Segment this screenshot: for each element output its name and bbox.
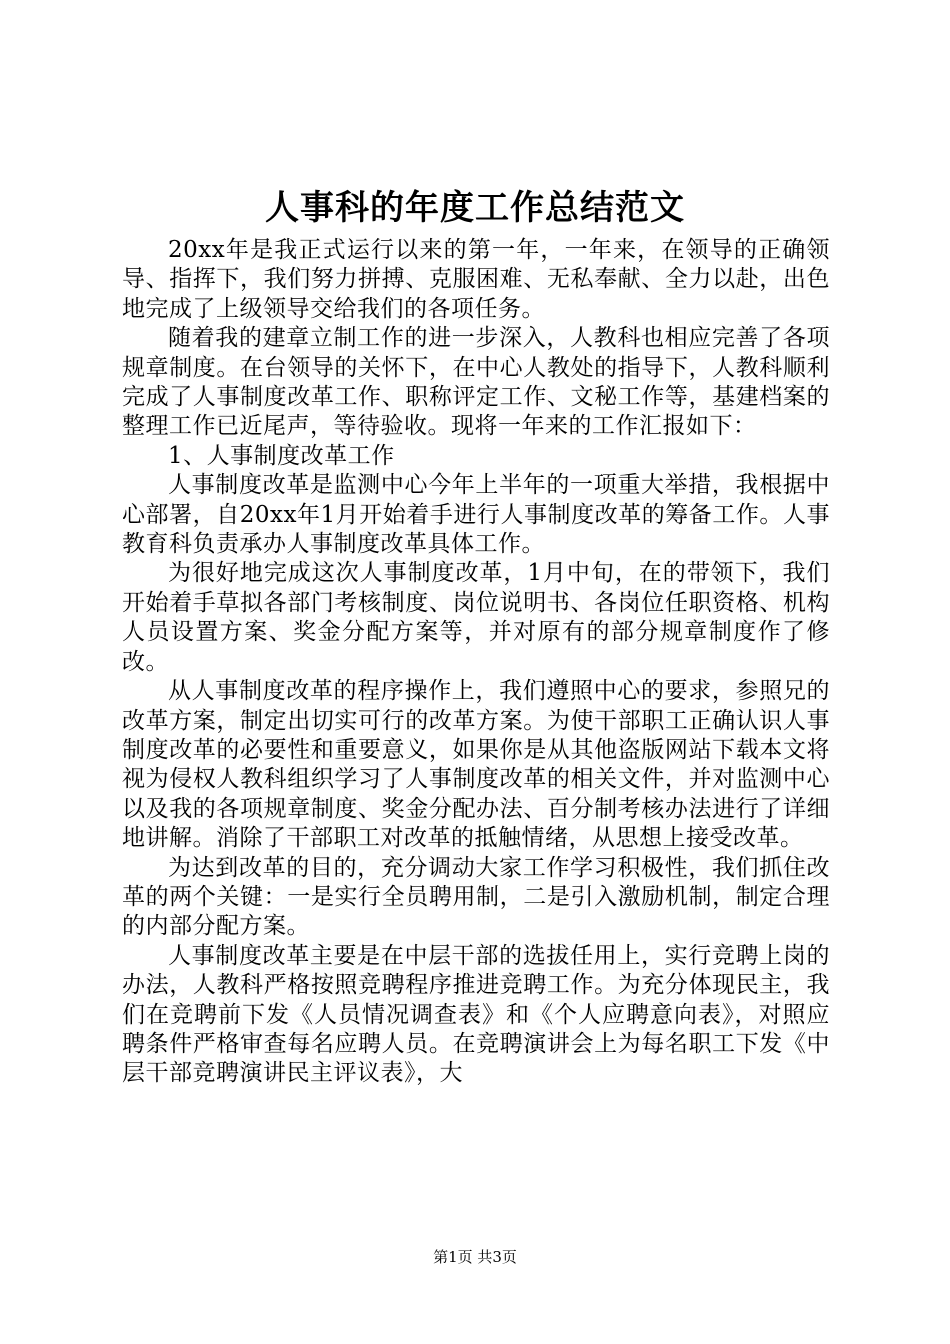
paragraph: 随着我的建章立制工作的进一步深入，人教科也相应完善了各项规章制度。在台领导的关怀下，在中心人教处的指导下，人教科顺利完成了人事制度改革工作、职称评定工作、文秘工作等，基建档案的整理工作已近尾声，等待验收。现将一年来的工作汇报如下： [122, 325, 830, 440]
document-title: 人事科的年度工作总结范文 [265, 188, 685, 228]
paragraph: 20xx年是我正式运行以来的第一年，一年来，在领导的正确领导、指挥下，我们努力拼搏、克服困难、无私奉献、全力以赴，出色地完成了上级领导交给我们的各项任务。 [122, 237, 830, 322]
paragraph: 人事制度改革是监测中心今年上半年的一项重大举措，我根据中心部署，自20xx年1月开始着手进行人事制度改革的筹备工作。人事教育科负责承办人事制度改革具体工作。 [122, 472, 830, 558]
section-heading: 1、人事制度改革工作 [168, 442, 395, 469]
document-body [122, 236, 830, 1186]
paragraph: 从人事制度改革的程序操作上，我们遵照中心的要求，参照兄的改革方案，制定出切实可行的改革方案。为使干部职工正确认识人事制度改革的必要性和重要意义，如果你是从其他盗版网站下载本文将视为侵权人教科组织学习了人事制度改革的相关文件，并对监测中心以及我的各项规章制度、奖金分配办法、百分制考核办法进行了详细地讲解。消除了干部职工对改革的抵触情绪，从思想上接受改革。 [122, 678, 830, 852]
page-footer: 第1页 共3页 [433, 1248, 517, 1266]
paragraph: 为很好地完成这次人事制度改革，1月中旬，在的带领下，我们开始着手草拟各部门考核制度、岗位说明书、各岗位任职资格、机构人员设置方案、奖金分配方案等，并对原有的部分规章制度作了修改。 [122, 560, 830, 675]
paragraph: 为达到改革的目的，充分调动大家工作学习积极性，我们抓住改革的两个关键：一是实行全员聘用制，二是引入激励机制，制定合理的内部分配方案。 [122, 854, 830, 940]
paragraph: 人事制度改革主要是在中层干部的选拔任用上，实行竞聘上岗的办法，人教科严格按照竞聘程序推进竞聘工作。为充分体现民主，我们在竞聘前下发《人员情况调查表》和《个人应聘意向表》，对照应聘条件严格审查每名应聘人员。在竞聘演讲会上为每名职工下发《中层干部竞聘演讲民主评议表》，大 [122, 942, 830, 1087]
